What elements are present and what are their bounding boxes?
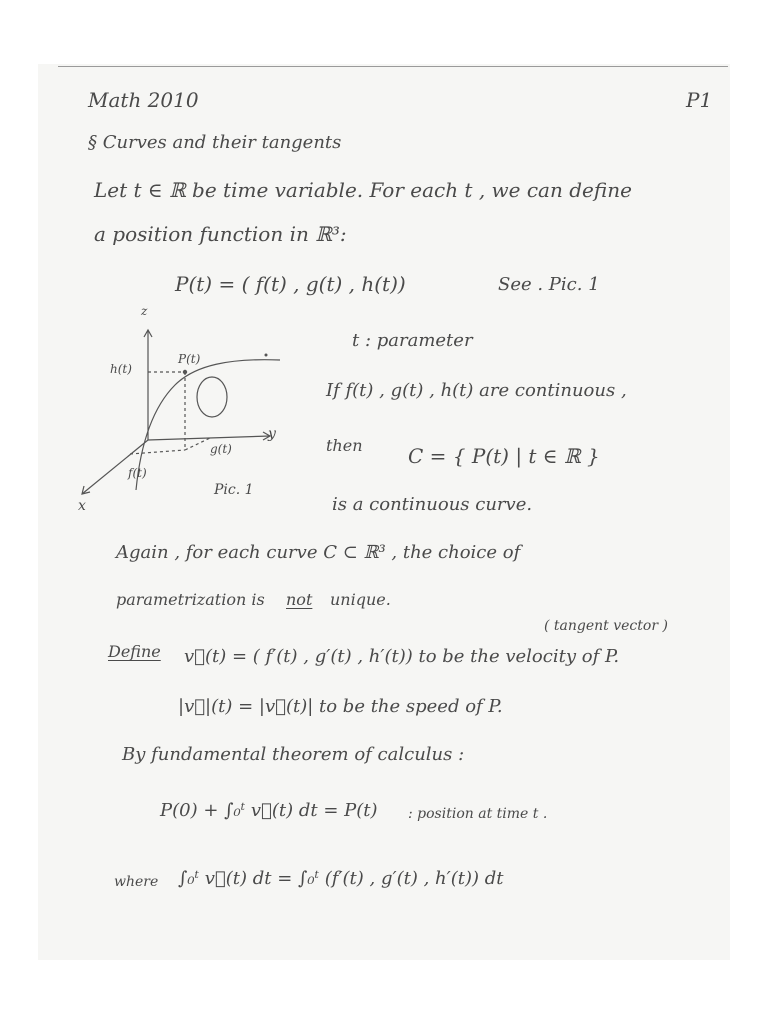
h-label: h(t) xyxy=(110,362,132,376)
f-guide xyxy=(130,450,185,454)
see-pic-note: See . Pic. 1 xyxy=(498,274,600,295)
again-line-2-start: parametrization is xyxy=(116,590,265,609)
section-title: § Curves and their tangents xyxy=(88,132,342,153)
ftc-intro: By fundamental theorem of calculus : xyxy=(122,744,465,765)
course-title: Math 2010 xyxy=(88,88,199,112)
curve-loop xyxy=(197,377,227,417)
y-axis-label: y xyxy=(268,426,276,442)
again-line-1: Again , for each curve C ⊂ ℝ³ , the choice of xyxy=(116,542,521,563)
f-label: f(t) xyxy=(128,466,147,480)
z-axis-label: z xyxy=(141,304,148,318)
p-label: P(t) xyxy=(178,352,201,366)
continuity-line-1: If f(t) , g(t) , h(t) are continuous , xyxy=(326,380,627,401)
point-p xyxy=(183,370,187,374)
curve-diagram xyxy=(70,300,320,520)
x-axis-label: x xyxy=(78,498,86,514)
curve-set-definition: C = { P(t) | t ∈ ℝ } xyxy=(408,444,600,468)
then-word: then xyxy=(326,436,363,455)
pic-caption: Pic. 1 xyxy=(214,482,254,498)
curve-end-dot xyxy=(265,354,268,357)
where-word: where xyxy=(114,874,159,890)
tangent-vector-note: ( tangent vector ) xyxy=(544,618,668,634)
intro-line-2: a position function in ℝ³: xyxy=(94,222,347,246)
speed-definition: |v⃗|(t) = |v⃗(t)| to be the speed of P. xyxy=(178,696,503,717)
position-equation: P(t) = ( f(t) , g(t) , h(t)) xyxy=(175,272,406,296)
curve-c xyxy=(136,360,280,490)
top-rule xyxy=(58,66,728,67)
continuity-line-3: is a continuous curve. xyxy=(332,494,533,515)
velocity-definition: v⃗(t) = ( f′(t) , g′(t) , h′(t)) to be the velocity of P. xyxy=(184,646,620,667)
ftc-equation: P(0) + ∫₀ᵗ v⃗(t) dt = P(t) xyxy=(160,800,378,821)
define-word: Define xyxy=(108,642,161,661)
g-label: g(t) xyxy=(210,442,232,456)
page-number: P1 xyxy=(686,88,713,112)
again-line-2-end: unique. xyxy=(330,590,391,609)
g-guide xyxy=(185,438,210,450)
ftc-note: : position at time t . xyxy=(408,806,548,822)
not-emphasis: not xyxy=(286,590,313,609)
parameter-label: t : parameter xyxy=(352,330,473,351)
where-equation: ∫₀ᵗ v⃗(t) dt = ∫₀ᵗ (f′(t) , g′(t) , h′(t)) dt xyxy=(178,868,504,889)
intro-line-1: Let t ∈ ℝ be time variable. For each t , we can define xyxy=(94,178,632,202)
